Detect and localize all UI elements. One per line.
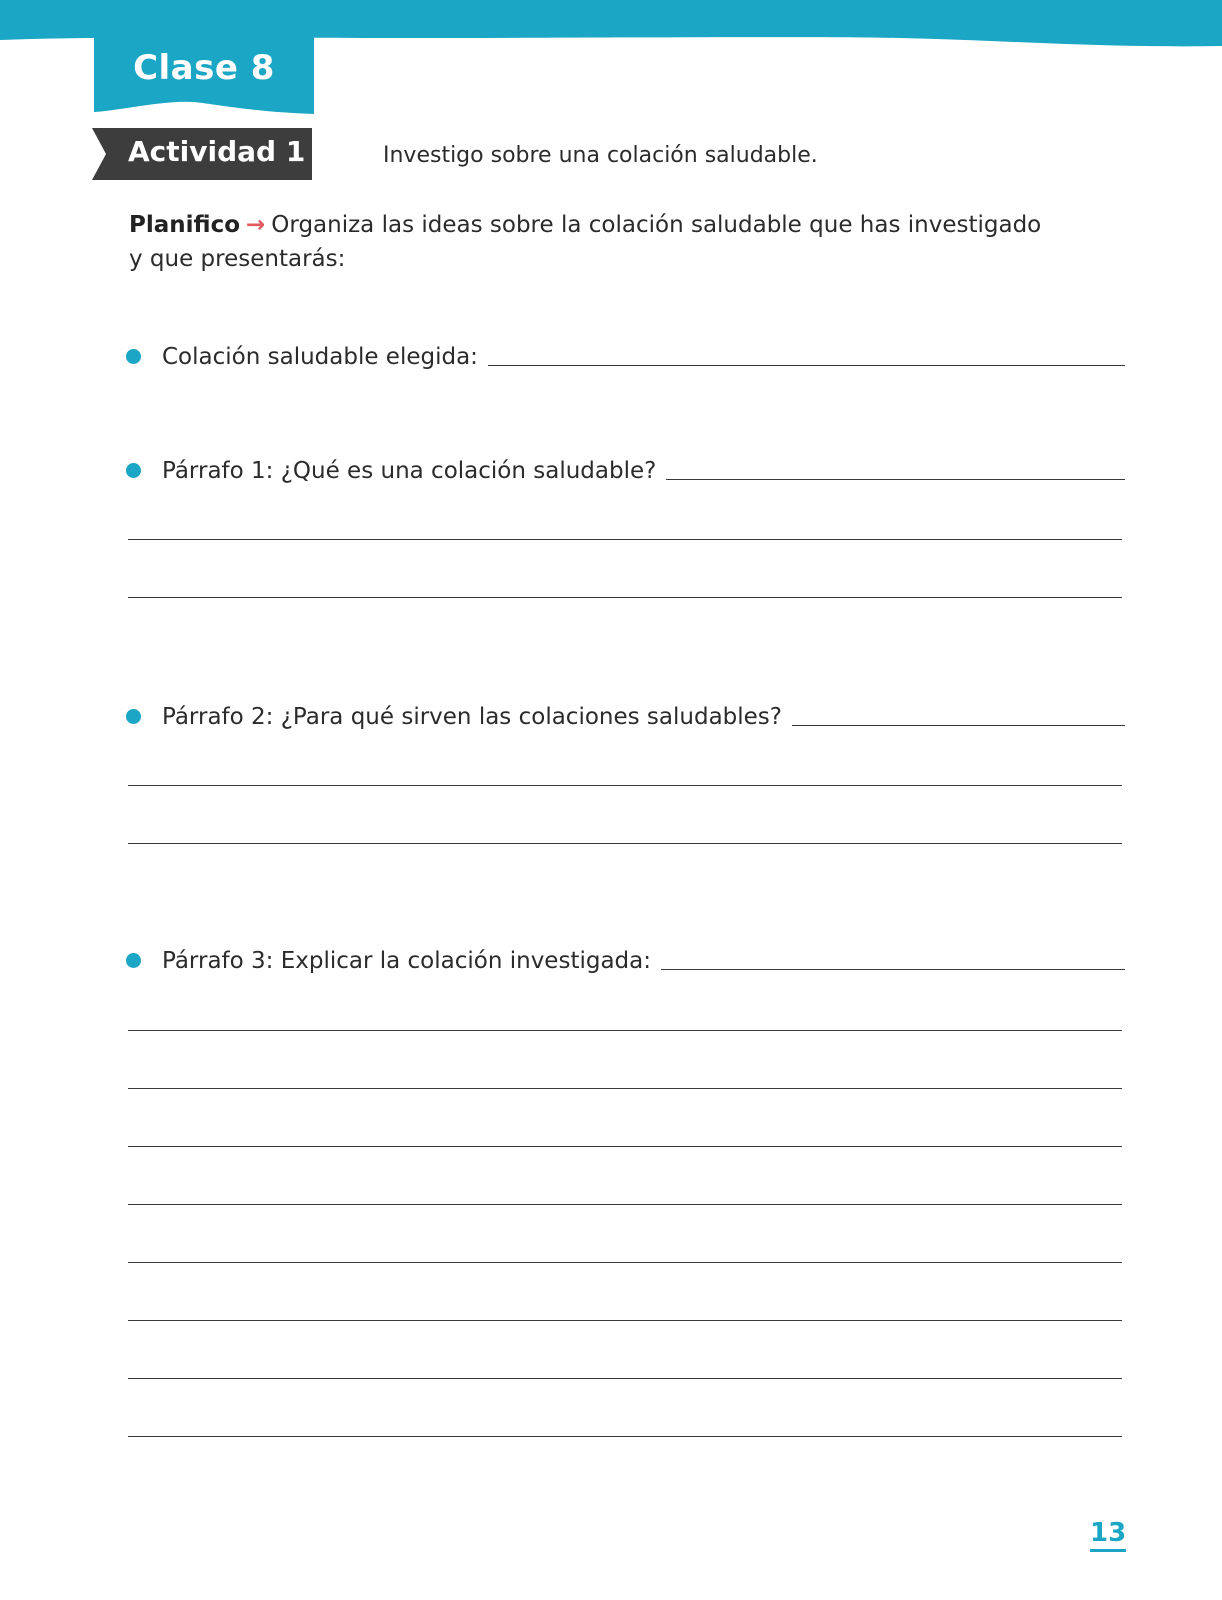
list-item-paragraph-1 (126, 458, 1125, 484)
answer-line[interactable] (661, 969, 1125, 970)
list-item-chosen-snack (126, 344, 1125, 370)
instruction-text-line1: Organiza las ideas sobre la colación saludable que has investigado (271, 212, 1042, 238)
writing-line[interactable] (128, 1262, 1122, 1263)
writing-line[interactable] (128, 785, 1122, 786)
answer-line[interactable] (792, 725, 1125, 726)
instruction-text-line2: y que presentarás: (129, 246, 346, 272)
writing-line[interactable] (128, 1030, 1122, 1031)
writing-line[interactable] (128, 843, 1122, 844)
activity-tag (92, 128, 312, 180)
writing-line[interactable] (128, 539, 1122, 540)
page-number-underline (1090, 1549, 1126, 1552)
bullet-icon (126, 709, 141, 724)
answer-line[interactable] (666, 479, 1125, 480)
class-title: Clase 8 (133, 48, 275, 88)
writing-line[interactable] (128, 1146, 1122, 1147)
bullet-icon (126, 463, 141, 478)
item-label: Párrafo 2: ¿Para qué sirven las colaciones saludables? (162, 704, 783, 730)
answer-line[interactable] (488, 365, 1125, 366)
bullet-icon (126, 953, 141, 968)
activity-label: Actividad 1 (128, 135, 306, 168)
class-tab (94, 34, 314, 114)
activity-description: Investigo sobre una colación saludable. (383, 143, 818, 168)
writing-line[interactable] (128, 597, 1122, 598)
writing-line[interactable] (128, 1320, 1122, 1321)
item-label: Colación saludable elegida: (162, 344, 478, 370)
item-label: Párrafo 1: ¿Qué es una colación saludable? (162, 458, 657, 484)
list-item-paragraph-3 (126, 948, 1125, 974)
instruction-paragraph (129, 208, 1109, 276)
bullet-icon (126, 349, 141, 364)
page-number: 13 (1090, 1518, 1127, 1548)
item-label: Párrafo 3: Explicar la colación investigada: (162, 948, 651, 974)
writing-line[interactable] (128, 1436, 1122, 1437)
writing-line[interactable] (128, 1378, 1122, 1379)
list-item-paragraph-2 (126, 704, 1125, 730)
writing-line[interactable] (128, 1204, 1122, 1205)
writing-line[interactable] (128, 1088, 1122, 1089)
instruction-keyword: Planifico (129, 212, 241, 238)
arrow-right-icon: → (246, 212, 266, 238)
